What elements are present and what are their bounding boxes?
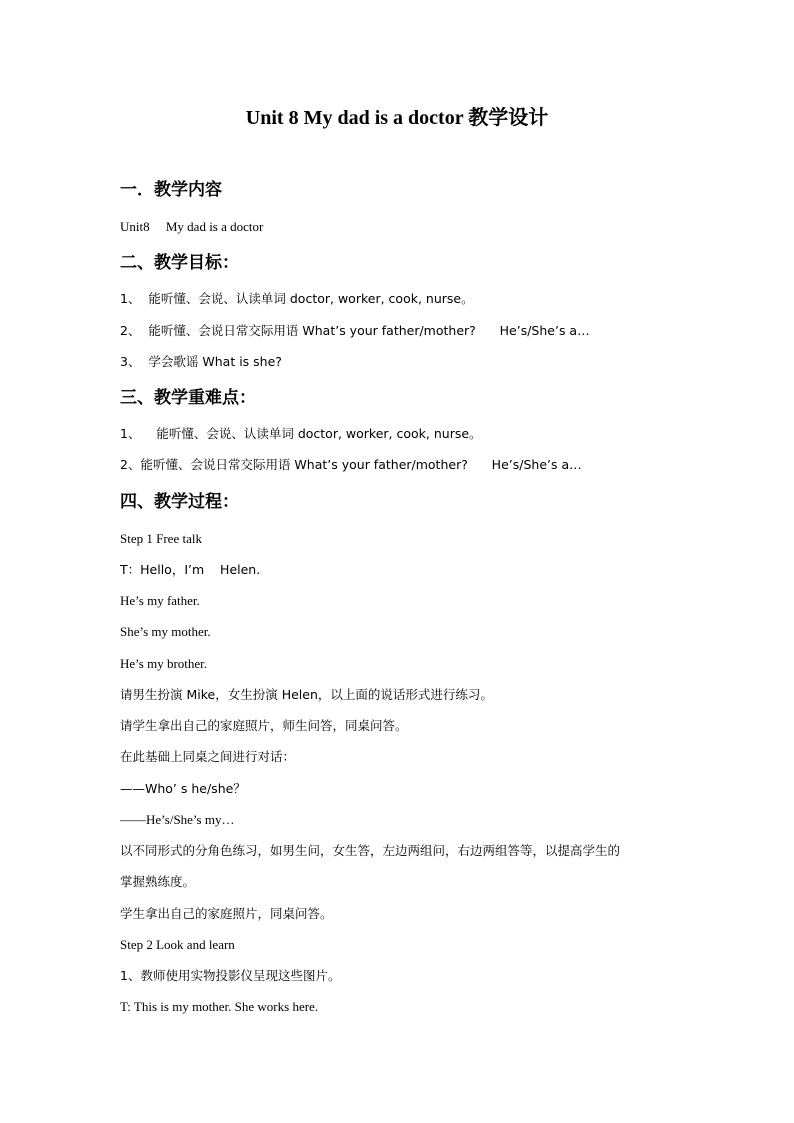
section-heading-objectives: 二、教学目标： — [120, 253, 239, 273]
process-line: T：Hello，I’m Helen. — [120, 562, 261, 577]
section-heading-content: 一．教学内容 — [120, 180, 222, 200]
content-line: Unit8 My dad is a doctor — [120, 219, 264, 234]
objective-line: 3、 学会歌谣 What is she? — [120, 354, 282, 369]
document-title: Unit 8 My dad is a doctor 教学设计 — [245, 107, 549, 129]
process-line: 学生拿出自己的家庭照片，同桌问答。 — [120, 906, 333, 921]
process-line: 请男生扮演 Mike，女生扮演 Helen，以上面的说话形式进行练习。 — [120, 687, 493, 702]
process-line: She’s my mother. — [120, 624, 211, 639]
process-line: 1、教师使用实物投影仪呈现这些图片。 — [120, 968, 341, 983]
objective-line: 2、 能听懂、会说日常交际用语 What’s your father/mother? He’s/She’s a… — [120, 323, 590, 338]
process-line: 请学生拿出自己的家庭照片，师生问答，同桌问答。 — [120, 718, 408, 733]
section-heading-process: 四、教学过程： — [120, 492, 239, 512]
process-line: Step 2 Look and learn — [120, 937, 235, 952]
process-line: He’s my brother. — [120, 656, 208, 671]
objective-line: 1、 能听懂、会说、认读单词 doctor, worker, cook, nurse。 — [120, 291, 474, 306]
process-line: T: This is my mother. She works here. — [120, 999, 319, 1014]
key-point-line: 1、 能听懂、会说、认读单词 doctor, worker, cook, nurse。 — [120, 426, 482, 441]
process-line: He’s my father. — [120, 593, 200, 608]
process-line: 掌握熟练度。 — [120, 874, 196, 889]
key-point-line: 2、能听懂、会说日常交际用语 What’s your father/mother? He’s/She’s a… — [120, 457, 582, 472]
process-line: Step 1 Free talk — [120, 531, 202, 546]
process-line: 在此基础上同桌之间进行对话： — [120, 749, 296, 764]
process-line: 以不同形式的分角色练习，如男生问，女生答，左边两组问，右边两组答等，以提高学生的 — [120, 843, 621, 858]
process-line: ——Who’ s he/she？ — [120, 781, 246, 796]
section-heading-key-points: 三、教学重难点： — [120, 388, 256, 408]
process-line: ——He’s/She’s my… — [120, 812, 235, 827]
